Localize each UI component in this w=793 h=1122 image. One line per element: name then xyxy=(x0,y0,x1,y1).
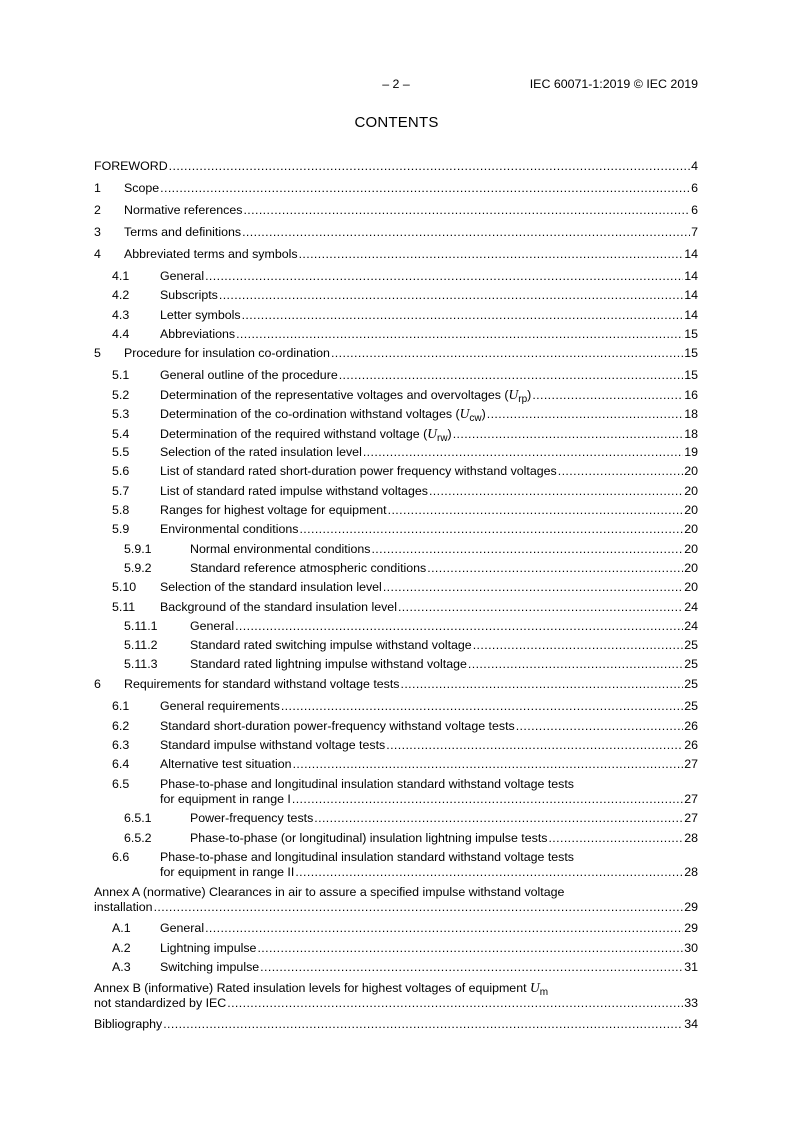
toc-page: 25 xyxy=(684,677,698,691)
toc-page: 16 xyxy=(684,388,698,402)
toc-entry-5-5[interactable] xyxy=(94,445,698,460)
symbol-subscript: cw xyxy=(469,413,482,424)
toc-number: 5.9.1 xyxy=(124,542,152,556)
toc-entry-annex-b[interactable] xyxy=(94,980,698,1011)
toc-page: 27 xyxy=(684,792,698,806)
toc-entry-5-1[interactable] xyxy=(94,368,698,383)
toc-number: 2 xyxy=(94,203,101,217)
dot-leader xyxy=(243,203,690,218)
toc-entry-6-6[interactable] xyxy=(94,850,698,880)
toc-entry-a-1[interactable] xyxy=(94,921,698,936)
toc-title: Selection of the standard insulation level xyxy=(160,580,382,594)
dot-leader xyxy=(558,464,683,479)
toc-number: 4.2 xyxy=(112,288,130,302)
dot-leader xyxy=(242,225,690,240)
symbol-var: U xyxy=(508,387,519,402)
toc-title: Background of the standard insulation level xyxy=(160,600,397,614)
toc-title: Phase-to-phase and longitudinal insulation standard withstand voltage tests xyxy=(160,777,574,791)
page-header xyxy=(94,77,698,93)
toc-page: 25 xyxy=(684,699,698,713)
toc-entry-5-3[interactable] xyxy=(94,406,698,422)
symbol-subscript: m xyxy=(539,987,549,998)
dot-leader xyxy=(205,921,683,936)
toc-entry-foreword[interactable] xyxy=(94,159,698,174)
toc-title: General requirements xyxy=(160,699,280,713)
toc-title xyxy=(160,406,486,422)
toc-entry-5-7[interactable] xyxy=(94,484,698,499)
dot-leader xyxy=(516,719,683,734)
toc-title: Subscripts xyxy=(160,288,218,302)
toc-title xyxy=(160,387,531,403)
title-text: Determination of the co-ordination withstand voltages ( xyxy=(160,407,460,421)
toc-page: 15 xyxy=(684,327,698,341)
toc-page: 28 xyxy=(684,865,698,879)
toc-page: 29 xyxy=(684,900,698,914)
symbol-subscript: rw xyxy=(436,433,448,444)
toc-entry-6-4[interactable] xyxy=(94,757,698,772)
title-close: ) xyxy=(527,388,532,402)
toc-title: Procedure for insulation co-ordination xyxy=(124,346,330,360)
dot-leader xyxy=(427,561,683,576)
dot-leader xyxy=(299,247,684,262)
title-close: ) xyxy=(481,407,486,421)
toc-title: Phase-to-phase and longitudinal insulation standard withstand voltage tests xyxy=(160,850,574,864)
toc-number: 6.6 xyxy=(112,850,130,864)
dot-leader xyxy=(154,900,684,915)
toc-title: List of standard rated short-duration power frequency withstand voltages xyxy=(160,464,557,478)
dot-leader xyxy=(295,865,683,880)
dot-leader xyxy=(163,1017,683,1032)
toc-entry-5-8[interactable] xyxy=(94,503,698,518)
toc-number: 4.4 xyxy=(112,327,130,341)
dot-leader xyxy=(429,484,683,499)
toc-title: General xyxy=(190,619,235,633)
toc-title: General xyxy=(160,921,205,935)
toc-number: 6.3 xyxy=(112,738,130,752)
toc-entry-5-4[interactable] xyxy=(94,426,698,442)
toc-number: 6.4 xyxy=(112,757,130,771)
toc-number: 4.3 xyxy=(112,308,130,322)
toc-page: 20 xyxy=(684,522,698,536)
dot-leader xyxy=(281,699,683,714)
toc-page: 27 xyxy=(684,757,698,771)
dot-leader xyxy=(242,308,684,323)
toc-title: Lightning impulse xyxy=(160,941,257,955)
dot-leader xyxy=(205,269,683,284)
toc-number: 5 xyxy=(94,346,101,360)
toc-entry-6-3[interactable] xyxy=(94,738,698,753)
toc-entry-annex-a[interactable] xyxy=(94,885,698,915)
toc-page: 20 xyxy=(684,580,698,594)
toc-page: 7 xyxy=(691,225,698,239)
toc-page: 28 xyxy=(684,831,698,845)
toc-title xyxy=(94,980,548,996)
toc-page: 25 xyxy=(684,638,698,652)
toc-title-continued: for equipment in range I xyxy=(160,792,291,806)
toc-entry-5-10[interactable] xyxy=(94,580,698,595)
toc-title: Abbreviations xyxy=(160,327,236,341)
dot-leader xyxy=(260,960,683,975)
dot-leader xyxy=(160,181,690,196)
symbol-var: U xyxy=(459,406,470,421)
symbol-var: U xyxy=(427,426,437,441)
toc-number: A.3 xyxy=(112,960,131,974)
title-text: Determination of the representative voltages and overvoltages ( xyxy=(160,388,509,402)
toc-page: 27 xyxy=(684,811,698,825)
toc-number: 5.9 xyxy=(112,522,130,536)
toc-number: 6 xyxy=(94,677,101,691)
dot-leader xyxy=(473,638,684,653)
toc-page: 15 xyxy=(684,346,698,360)
toc-entry-5-9[interactable] xyxy=(94,522,698,537)
toc-number: 5.11 xyxy=(112,600,136,614)
toc-number: 5.5 xyxy=(112,445,130,459)
dot-leader xyxy=(487,407,683,422)
dot-leader xyxy=(293,757,684,772)
toc-entry-5-2[interactable] xyxy=(94,387,698,403)
dot-leader xyxy=(339,368,683,383)
toc-entry-5-9-1[interactable] xyxy=(94,542,698,557)
title-text: Annex B (informative) Rated insulation levels for highest voltages of equipment xyxy=(94,981,530,995)
toc-page: 14 xyxy=(684,269,698,283)
dot-leader xyxy=(363,445,683,460)
toc-title-continued: for equipment in range II xyxy=(160,865,295,879)
toc-entry-6-5-1[interactable] xyxy=(94,811,698,826)
dot-leader xyxy=(227,996,683,1011)
toc-title: Selection of the rated insulation level xyxy=(160,445,362,459)
toc-page: 14 xyxy=(684,308,698,322)
toc-page: 33 xyxy=(684,996,698,1010)
toc-title: Normal environmental conditions xyxy=(190,542,371,556)
toc-title: Environmental conditions xyxy=(160,522,299,536)
symbol-var: U xyxy=(529,980,540,995)
dot-leader xyxy=(314,811,683,826)
toc-page: 19 xyxy=(684,445,698,459)
toc-number: 5.1 xyxy=(112,368,130,382)
toc-entry-5-9-2[interactable] xyxy=(94,561,698,576)
toc-title: Switching impulse xyxy=(160,960,260,974)
toc-title: General outline of the procedure xyxy=(160,368,338,382)
document-reference: IEC 60071-1:2019 © IEC 2019 xyxy=(529,77,698,91)
toc-number: 6.5 xyxy=(112,777,130,791)
toc-number: 5.11.3 xyxy=(124,657,158,671)
toc-page: 15 xyxy=(684,368,698,382)
toc-entry-4-3[interactable] xyxy=(94,308,698,323)
dot-leader xyxy=(453,427,684,442)
toc-entry-3[interactable] xyxy=(94,225,698,240)
toc-title: Ranges for highest voltage for equipment xyxy=(160,503,387,517)
toc-title-continued: installation xyxy=(94,900,153,914)
toc-number: 5.10 xyxy=(112,580,137,594)
toc-title: Normative references xyxy=(124,203,243,217)
toc-number: 5.6 xyxy=(112,464,130,478)
toc-number: 5.3 xyxy=(112,407,130,421)
dot-leader xyxy=(468,657,683,672)
toc-page: 14 xyxy=(684,247,698,261)
toc-page: 20 xyxy=(684,503,698,517)
dot-leader xyxy=(532,388,683,403)
dot-leader xyxy=(299,522,683,537)
toc-page: 20 xyxy=(684,542,698,556)
dot-leader xyxy=(235,619,683,634)
toc-entry-5-6[interactable] xyxy=(94,464,698,479)
toc-page: 31 xyxy=(684,960,698,974)
toc-entry-4-4[interactable] xyxy=(94,327,698,342)
toc-number: 6.1 xyxy=(112,699,130,713)
toc-title-continued: not standardized by IEC xyxy=(94,996,227,1010)
toc-entry-1[interactable] xyxy=(94,181,698,196)
toc-title: FOREWORD xyxy=(94,159,168,173)
dot-leader xyxy=(386,738,683,753)
dot-leader xyxy=(257,941,683,956)
toc-title: Alternative test situation xyxy=(160,757,292,771)
toc-page: 34 xyxy=(684,1017,698,1031)
dot-leader xyxy=(331,346,683,361)
toc-number: 5.7 xyxy=(112,484,130,498)
toc-entry-5-11-1[interactable] xyxy=(94,619,698,634)
toc-number: 5.2 xyxy=(112,388,130,402)
toc-number: 4.1 xyxy=(112,269,130,283)
toc-title: Requirements for standard withstand voltage tests xyxy=(124,677,400,691)
toc-page: 20 xyxy=(684,464,698,478)
toc-entry-a-3[interactable] xyxy=(94,960,698,975)
toc-number: 4 xyxy=(94,247,101,261)
toc-entry-5-11-3[interactable] xyxy=(94,657,698,672)
toc-title: Annex A (normative) Clearances in air to assure a specified impulse withstand voltage xyxy=(94,885,565,899)
toc-number: 6.2 xyxy=(112,719,130,733)
toc-title: General xyxy=(160,269,205,283)
toc-title: Standard impulse withstand voltage tests xyxy=(160,738,386,752)
toc-entry-6[interactable] xyxy=(94,677,698,692)
toc-entry-4-1[interactable] xyxy=(94,269,698,284)
toc-page: 26 xyxy=(684,738,698,752)
dot-leader xyxy=(398,600,683,615)
toc-title: List of standard rated impulse withstand voltages xyxy=(160,484,428,498)
toc-number: 5.4 xyxy=(112,427,130,441)
dot-leader xyxy=(548,831,683,846)
toc-number: A.2 xyxy=(112,941,131,955)
toc-entry-bibliography[interactable] xyxy=(94,1017,698,1032)
toc-page: 14 xyxy=(684,288,698,302)
toc-number: A.1 xyxy=(112,921,131,935)
toc-title: Scope xyxy=(124,181,160,195)
page-number: – 2 – xyxy=(382,77,410,91)
dot-leader xyxy=(219,288,683,303)
toc-entry-2[interactable] xyxy=(94,203,698,218)
toc-page: 18 xyxy=(684,407,698,421)
toc-entry-6-5[interactable] xyxy=(94,777,698,807)
toc-title: Standard short-duration power-frequency withstand voltage tests xyxy=(160,719,515,733)
toc-entry-5[interactable] xyxy=(94,346,698,361)
toc-title xyxy=(160,426,452,442)
toc-page: 6 xyxy=(691,203,698,217)
dot-leader xyxy=(383,580,683,595)
toc-page: 30 xyxy=(684,941,698,955)
toc-page: 26 xyxy=(684,719,698,733)
dot-leader xyxy=(388,503,684,518)
toc-entry-5-11-2[interactable] xyxy=(94,638,698,653)
toc-number: 5.11.1 xyxy=(124,619,158,633)
title-close: ) xyxy=(447,427,452,441)
toc-title: Terms and definitions xyxy=(124,225,242,239)
toc-entry-5-11[interactable] xyxy=(94,600,698,615)
toc-entry-4-2[interactable] xyxy=(94,288,698,303)
toc-title: Phase-to-phase (or longitudinal) insulation lightning impulse tests xyxy=(190,831,548,845)
toc-title: Abbreviated terms and symbols xyxy=(124,247,298,261)
toc-page: 18 xyxy=(684,427,698,441)
toc-page: 24 xyxy=(684,619,698,633)
dot-leader xyxy=(292,792,683,807)
toc-number: 5.9.2 xyxy=(124,561,152,575)
toc-number: 5.8 xyxy=(112,503,130,517)
toc-entry-6-5-2[interactable] xyxy=(94,831,698,846)
toc-page: 29 xyxy=(684,921,698,935)
toc-page: 20 xyxy=(684,484,698,498)
toc-title: Standard rated switching impulse withstand voltage xyxy=(190,638,472,652)
toc-entry-6-1[interactable] xyxy=(94,699,698,714)
title-text: Determination of the required withstand voltage ( xyxy=(160,427,428,441)
dot-leader xyxy=(371,542,683,557)
toc-page: 20 xyxy=(684,561,698,575)
dot-leader xyxy=(236,327,683,342)
toc-title: Standard reference atmospheric conditions xyxy=(190,561,427,575)
dot-leader xyxy=(401,677,684,692)
toc-page: 6 xyxy=(691,181,698,195)
toc-entry-6-2[interactable] xyxy=(94,719,698,734)
contents-title: CONTENTS xyxy=(354,114,439,131)
toc-number: 1 xyxy=(94,181,101,195)
toc-number: 5.11.2 xyxy=(124,638,158,652)
dot-leader xyxy=(169,159,690,174)
toc-title: Bibliography xyxy=(94,1017,163,1031)
toc-page: 25 xyxy=(684,657,698,671)
toc-entry-4[interactable] xyxy=(94,247,698,262)
toc-page: 4 xyxy=(691,159,698,173)
toc-title: Letter symbols xyxy=(160,308,241,322)
toc-number: 3 xyxy=(94,225,101,239)
toc-entry-a-2[interactable] xyxy=(94,941,698,956)
toc-page: 24 xyxy=(684,600,698,614)
toc-title: Standard rated lightning impulse withstand voltage xyxy=(190,657,467,671)
toc-title: Power-frequency tests xyxy=(190,811,314,825)
symbol-subscript: rp xyxy=(518,394,528,405)
toc-number: 6.5.2 xyxy=(124,831,152,845)
toc-number: 6.5.1 xyxy=(124,811,152,825)
